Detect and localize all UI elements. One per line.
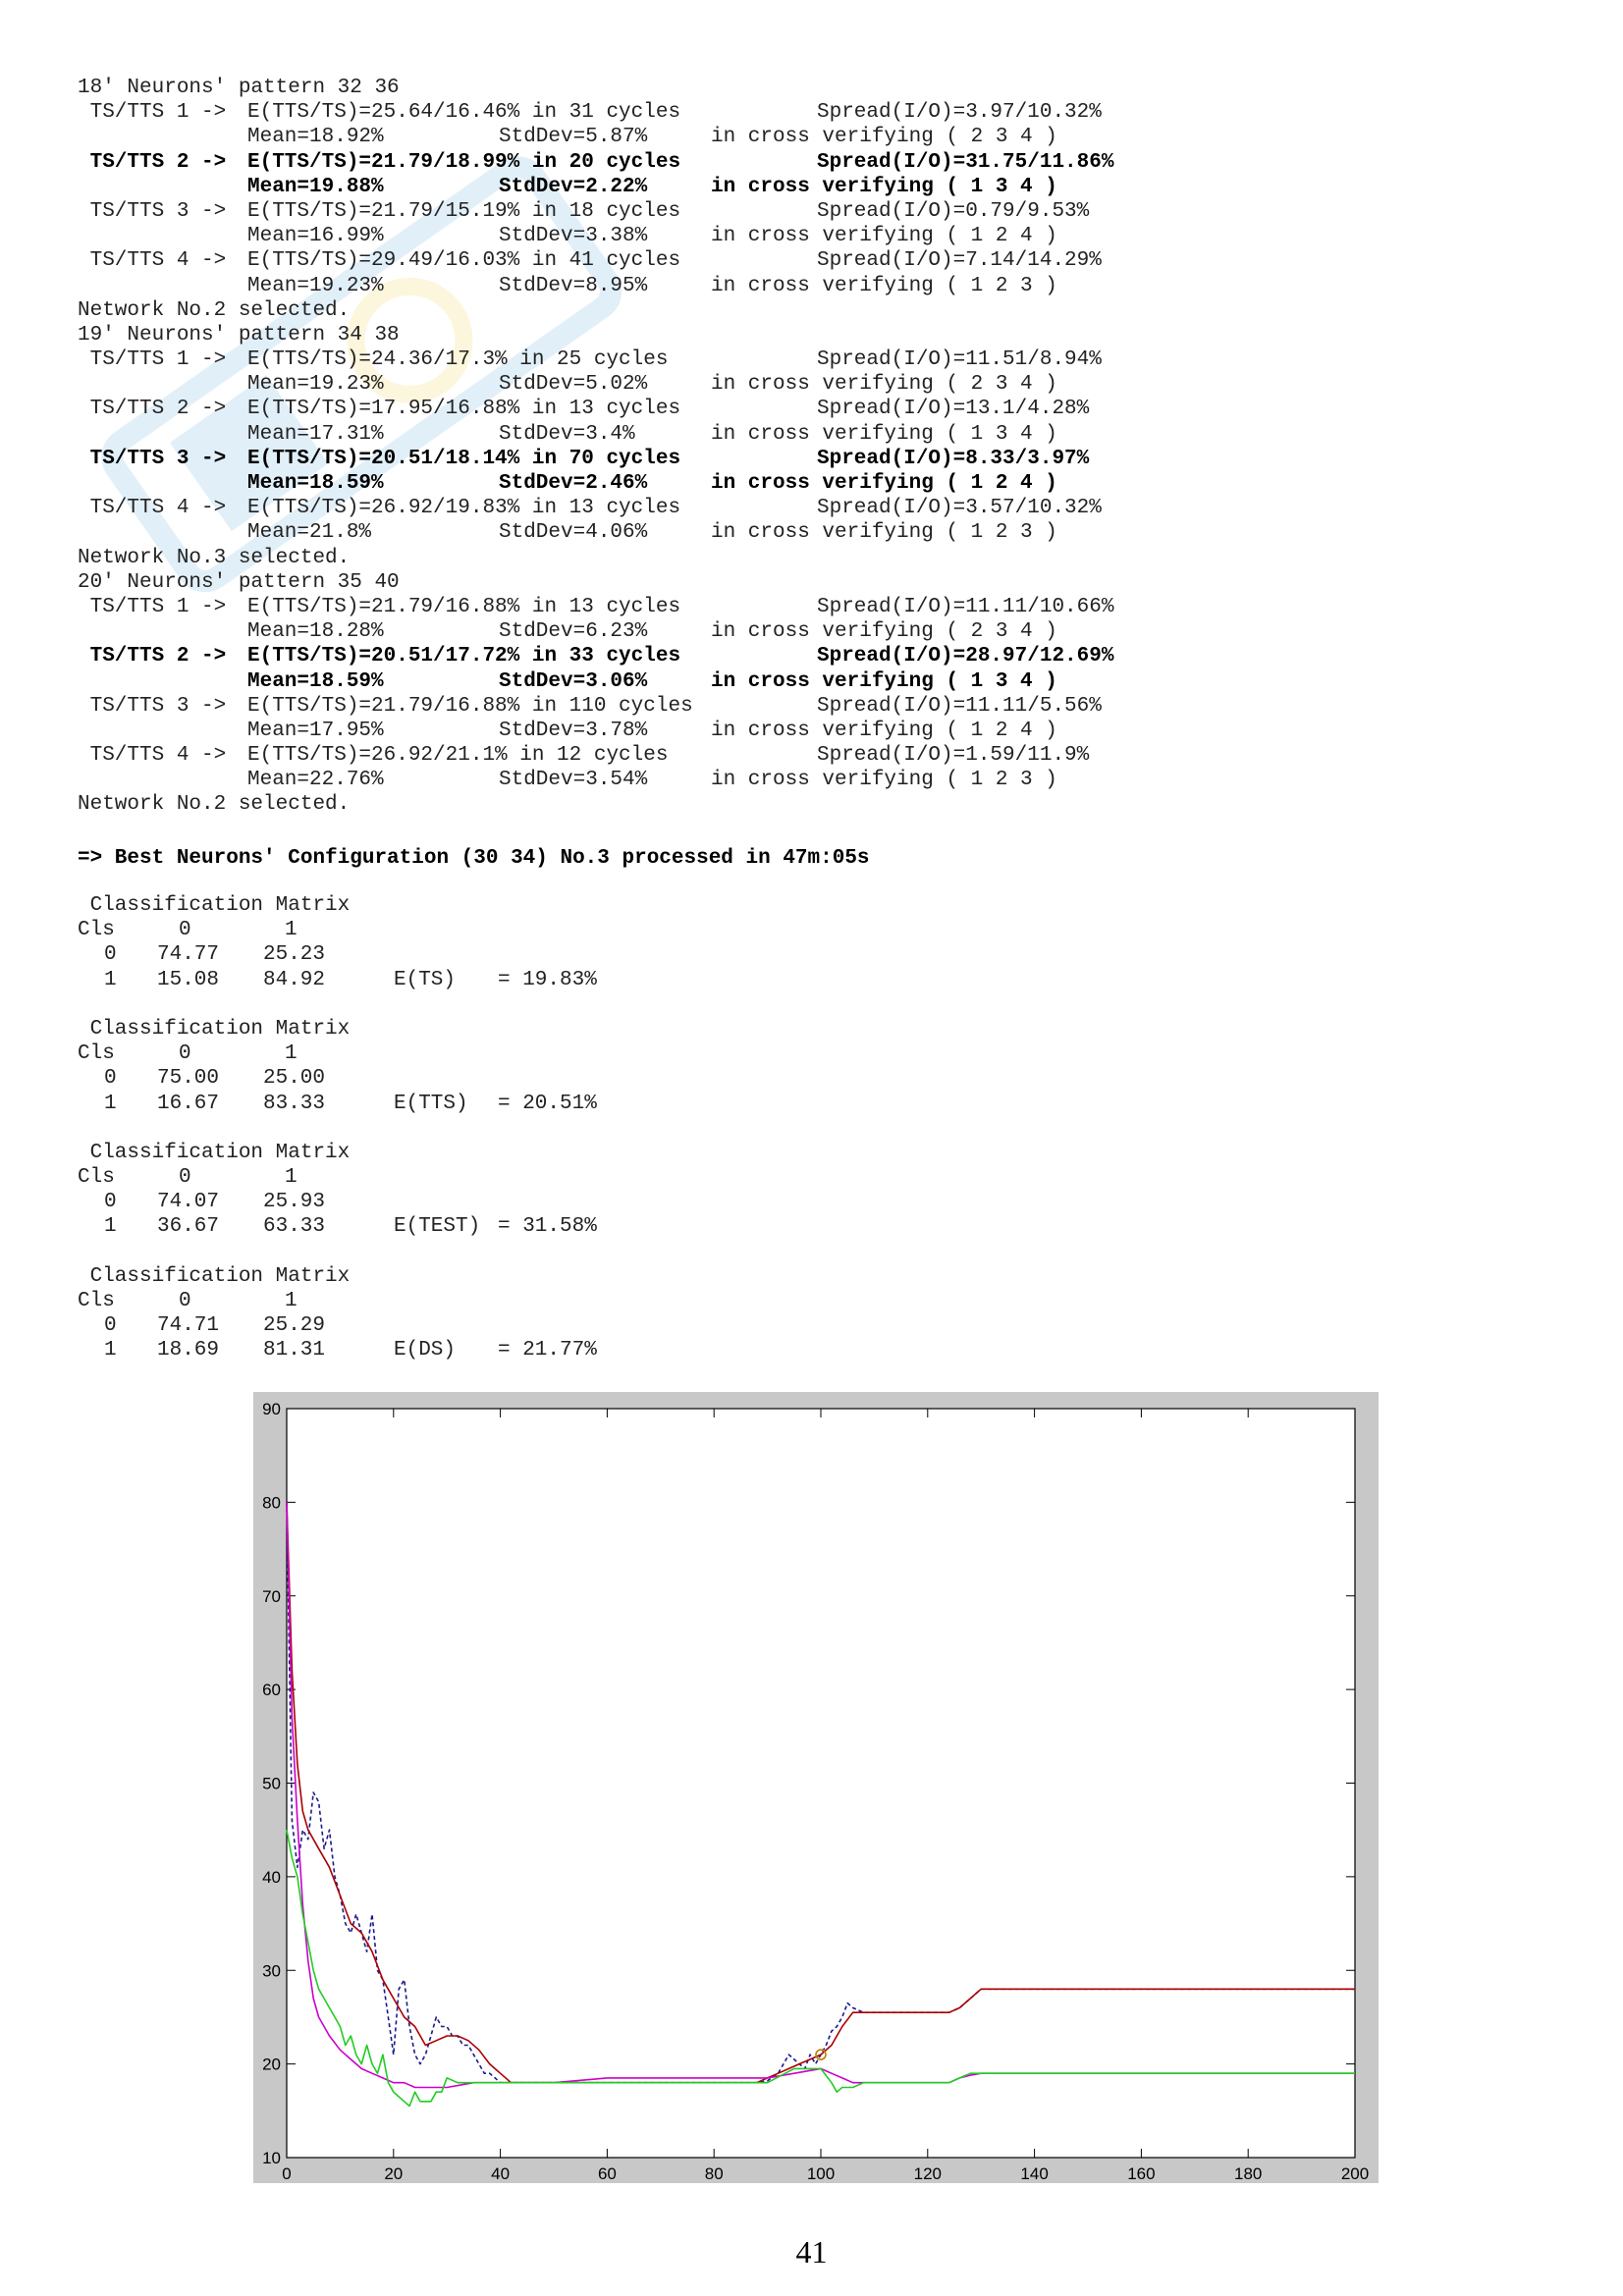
matrix-header-cell: Cls: [78, 1166, 115, 1190]
log-cell: Spread(I/O)=13.1/4.28%: [817, 398, 1090, 421]
log-cell: Spread(I/O)=11.11/10.66%: [817, 595, 1114, 618]
log-cell: TS/TTS 4 ->: [78, 497, 227, 520]
matrix-cell: 83.33: [263, 1092, 326, 1115]
matrix-header-cell: 0: [179, 1042, 191, 1066]
matrix-cell: 16.67: [157, 1092, 220, 1115]
log-cell: TS/TTS 2 ->: [78, 645, 227, 668]
matrix-row: [78, 1214, 597, 1239]
matrix-cell: = 21.77%: [498, 1339, 597, 1362]
x-tick-label: 160: [1127, 2164, 1156, 2183]
log-cell: StdDev=3.38%: [499, 225, 648, 248]
matrix-cell: 81.31: [263, 1339, 326, 1362]
y-tick-label: 60: [262, 1681, 281, 1700]
x-tick-label: 100: [806, 2164, 836, 2183]
matrix-cell: 1: [104, 1092, 117, 1115]
matrix-row: [78, 1338, 597, 1362]
matrix-cell: 63.33: [263, 1215, 326, 1239]
matrix-cell: 1: [104, 1215, 117, 1239]
log-cell: Spread(I/O)=11.11/5.56%: [817, 694, 1102, 718]
log-cell: StdDev=3.78%: [499, 719, 648, 742]
y-tick-label: 50: [262, 1774, 281, 1793]
matrix-row: [78, 1066, 350, 1091]
log-cell: Spread(I/O)=1.59/11.9%: [817, 744, 1090, 768]
matrix-header-cell: 1: [285, 1042, 298, 1066]
matrix-title: Classification Matrix: [78, 1264, 351, 1288]
log-cell: in cross verifying ( 1 3 4 ): [711, 669, 1057, 693]
matrix-header-cell: 1: [285, 1290, 298, 1312]
matrix-header-cell: 1: [285, 1166, 298, 1190]
matrix-header-cell: Cls: [78, 919, 115, 942]
log-cell: E(TTS/TS)=29.49/16.03% in 41 cycles: [247, 249, 681, 273]
log-cell: Network No.2 selected.: [78, 793, 351, 817]
log-cell: StdDev=2.22%: [499, 175, 648, 198]
matrix-row: [78, 1190, 350, 1214]
matrix-row: [78, 942, 350, 967]
matrix-header: [78, 918, 350, 942]
log-cell: Spread(I/O)=28.97/12.69%: [817, 645, 1114, 668]
log-cell: Mean=17.95%: [247, 719, 384, 742]
x-tick-label: 40: [491, 2164, 511, 2183]
log-cell: TS/TTS 3 ->: [78, 199, 227, 223]
log-cell: Mean=19.23%: [247, 373, 384, 397]
log-cell: Mean=18.28%: [247, 620, 384, 644]
log-cell: Mean=18.92%: [247, 126, 384, 149]
log-cell: E(TTS/TS)=21.79/18.99% in 20 cycles: [247, 150, 681, 174]
log-cell: TS/TTS 4 ->: [78, 744, 227, 768]
log-cell: StdDev=5.87%: [499, 126, 648, 149]
matrix-cell: 25.00: [263, 1067, 326, 1091]
log-cell: Spread(I/O)=0.79/9.53%: [817, 199, 1090, 223]
log-cell: StdDev=3.54%: [499, 769, 648, 792]
matrix-cell: 25.29: [263, 1314, 326, 1338]
log-cell: StdDev=3.4%: [499, 422, 635, 446]
matrix-cell: E(TTS): [394, 1092, 468, 1115]
classification-matrices: [78, 893, 597, 1388]
log-cell: StdDev=5.02%: [499, 373, 648, 397]
log-cell: TS/TTS 1 ->: [78, 101, 227, 125]
log-cell: in cross verifying ( 2 3 4 ): [711, 373, 1057, 397]
log-cell: Mean=18.59%: [247, 472, 384, 495]
log-cell: TS/TTS 2 ->: [78, 150, 227, 174]
error-curve-figure: [253, 1392, 1379, 2183]
best-configuration-line: => Best Neurons' Configuration (30 34) No.3 processed in 47m:05s: [78, 847, 870, 870]
log-cell: in cross verifying ( 1 2 3 ): [711, 274, 1057, 297]
matrix-cell: = 19.83%: [498, 968, 597, 991]
log-cell: TS/TTS 1 ->: [78, 348, 227, 372]
log-cell: StdDev=2.46%: [499, 472, 648, 495]
log-cell: Network No.2 selected.: [78, 298, 351, 322]
matrix-cell: 25.23: [263, 943, 326, 967]
y-tick-label: 70: [262, 1586, 281, 1606]
log-cell: StdDev=8.95%: [499, 274, 648, 297]
log-cell: TS/TTS 1 ->: [78, 595, 227, 618]
log-cell: StdDev=4.06%: [499, 521, 648, 545]
matrix-title: Classification Matrix: [78, 1017, 351, 1041]
matrix-title: Classification Matrix: [78, 894, 351, 917]
log-cell: E(TTS/TS)=21.79/16.88% in 13 cycles: [247, 595, 681, 618]
log-cell: E(TTS/TS)=20.51/18.14% in 70 cycles: [247, 447, 681, 470]
log-cell: in cross verifying ( 1 2 4 ): [711, 719, 1057, 742]
matrix-header-cell: 1: [285, 919, 298, 942]
log-cell: TS/TTS 3 ->: [78, 694, 227, 718]
log-cell: Mean=17.31%: [247, 422, 384, 446]
log-cell: E(TTS/TS)=26.92/19.83% in 13 cycles: [247, 497, 681, 520]
matrix-cell: 74.71: [157, 1314, 220, 1338]
matrix-cell: E(DS): [394, 1339, 457, 1362]
error-curve-plot: [253, 1392, 1379, 2183]
matrix-cell: 0: [104, 1191, 117, 1214]
matrix-cell: 75.00: [157, 1067, 220, 1091]
classification-matrix: [78, 1017, 597, 1116]
matrix-cell: E(TEST): [394, 1215, 481, 1239]
log-cell: TS/TTS 2 ->: [78, 398, 227, 421]
matrix-header: [78, 1289, 350, 1313]
x-tick-label: 120: [913, 2164, 942, 2183]
matrix-cell: 25.93: [263, 1191, 326, 1214]
matrix-row: [78, 1313, 350, 1338]
matrix-cell: = 31.58%: [498, 1215, 597, 1239]
y-tick-label: 90: [262, 1400, 281, 1418]
matrix-cell: 1: [104, 968, 117, 991]
matrix-header-cell: Cls: [78, 1290, 115, 1312]
matrix-cell: 1: [104, 1339, 117, 1362]
matrix-cell: 0: [104, 1067, 117, 1091]
classification-matrix: [78, 893, 597, 992]
log-cell: 18' Neurons' pattern 32 36: [78, 77, 400, 99]
log-cell: Mean=16.99%: [247, 225, 384, 248]
log-cell: Mean=19.88%: [247, 175, 384, 198]
matrix-cell: 74.07: [157, 1191, 220, 1214]
page-number: 41: [795, 2234, 828, 2269]
log-cell: E(TTS/TS)=24.36/17.3% in 25 cycles: [247, 348, 669, 372]
log-cell: Spread(I/O)=3.97/10.32%: [817, 101, 1102, 125]
log-cell: Spread(I/O)=11.51/8.94%: [817, 348, 1102, 372]
log-cell: StdDev=3.06%: [499, 669, 648, 693]
log-cell: TS/TTS 3 ->: [78, 447, 227, 470]
x-tick-label: 20: [384, 2164, 404, 2183]
x-tick-label: 200: [1340, 2164, 1370, 2183]
log-cell: Mean=22.76%: [247, 769, 384, 792]
log-cell: Mean=21.8%: [247, 521, 372, 545]
y-tick-label: 40: [262, 1867, 281, 1887]
log-cell: in cross verifying ( 1 3 4 ): [711, 175, 1057, 198]
log-cell: Spread(I/O)=7.14/14.29%: [817, 249, 1102, 273]
log-cell: in cross verifying ( 2 3 4 ): [711, 126, 1057, 149]
log-cell: E(TTS/TS)=21.79/15.19% in 18 cycles: [247, 199, 681, 223]
y-tick-label: 80: [262, 1493, 281, 1513]
matrix-cell: 84.92: [263, 968, 326, 991]
matrix-cell: 74.77: [157, 943, 220, 967]
log-cell: E(TTS/TS)=17.95/16.88% in 13 cycles: [247, 398, 681, 421]
log-cell: in cross verifying ( 1 2 4 ): [711, 472, 1057, 495]
classification-matrix: [78, 1141, 597, 1240]
matrix-header-cell: Cls: [78, 1042, 115, 1066]
matrix-cell: 0: [104, 1314, 117, 1338]
x-tick-label: 140: [1020, 2164, 1049, 2183]
plot-area: [287, 1409, 1355, 2158]
log-cell: in cross verifying ( 2 3 4 ): [711, 620, 1057, 644]
log-cell: in cross verifying ( 1 2 3 ): [711, 769, 1057, 792]
matrix-cell: 18.69: [157, 1339, 220, 1362]
matrix-cell: 15.08: [157, 968, 220, 991]
log-cell: in cross verifying ( 1 3 4 ): [711, 422, 1057, 446]
log-cell: TS/TTS 4 ->: [78, 249, 227, 273]
log-cell: 19' Neurons' pattern 34 38: [78, 323, 400, 347]
matrix-header-cell: 0: [179, 1166, 191, 1190]
log-cell: E(TTS/TS)=20.51/17.72% in 33 cycles: [247, 645, 681, 668]
matrix-header-cell: 0: [179, 919, 191, 942]
classification-matrix: [78, 1264, 597, 1363]
log-cell: Mean=19.23%: [247, 274, 384, 297]
log-cell: Spread(I/O)=8.33/3.97%: [817, 447, 1090, 470]
log-cell: E(TTS/TS)=21.79/16.88% in 110 cycles: [247, 694, 693, 718]
log-cell: E(TTS/TS)=25.64/16.46% in 31 cycles: [247, 101, 681, 125]
matrix-header: [78, 1165, 350, 1190]
x-tick-label: 180: [1234, 2164, 1263, 2183]
matrix-cell: 0: [104, 943, 117, 967]
log-cell: 20' Neurons' pattern 35 40: [78, 570, 400, 594]
x-tick-label: 0: [282, 2164, 292, 2183]
log-cell: Network No.3 selected.: [78, 546, 351, 569]
matrix-title: Classification Matrix: [78, 1141, 351, 1164]
matrix-header: [78, 1041, 350, 1066]
log-cell: Spread(I/O)=31.75/11.86%: [817, 150, 1114, 174]
x-tick-label: 80: [704, 2164, 724, 2183]
log-cell: in cross verifying ( 1 2 3 ): [711, 521, 1057, 545]
matrix-row: [78, 1092, 597, 1116]
matrix-cell: = 20.51%: [498, 1092, 597, 1115]
y-tick-label: 10: [262, 2149, 281, 2167]
log-cell: StdDev=6.23%: [499, 620, 648, 644]
matrix-header-cell: 0: [179, 1290, 191, 1312]
matrix-cell: 36.67: [157, 1215, 220, 1239]
log-cell: in cross verifying ( 1 2 4 ): [711, 225, 1057, 248]
y-tick-label: 30: [262, 1961, 281, 1981]
x-tick-label: 60: [597, 2164, 617, 2183]
matrix-row: [78, 968, 597, 992]
matrix-cell: E(TS): [394, 968, 457, 991]
log-cell: Mean=18.59%: [247, 669, 384, 693]
y-tick-label: 20: [262, 2055, 281, 2074]
log-cell: E(TTS/TS)=26.92/21.1% in 12 cycles: [247, 744, 669, 768]
log-cell: Spread(I/O)=3.57/10.32%: [817, 497, 1102, 520]
